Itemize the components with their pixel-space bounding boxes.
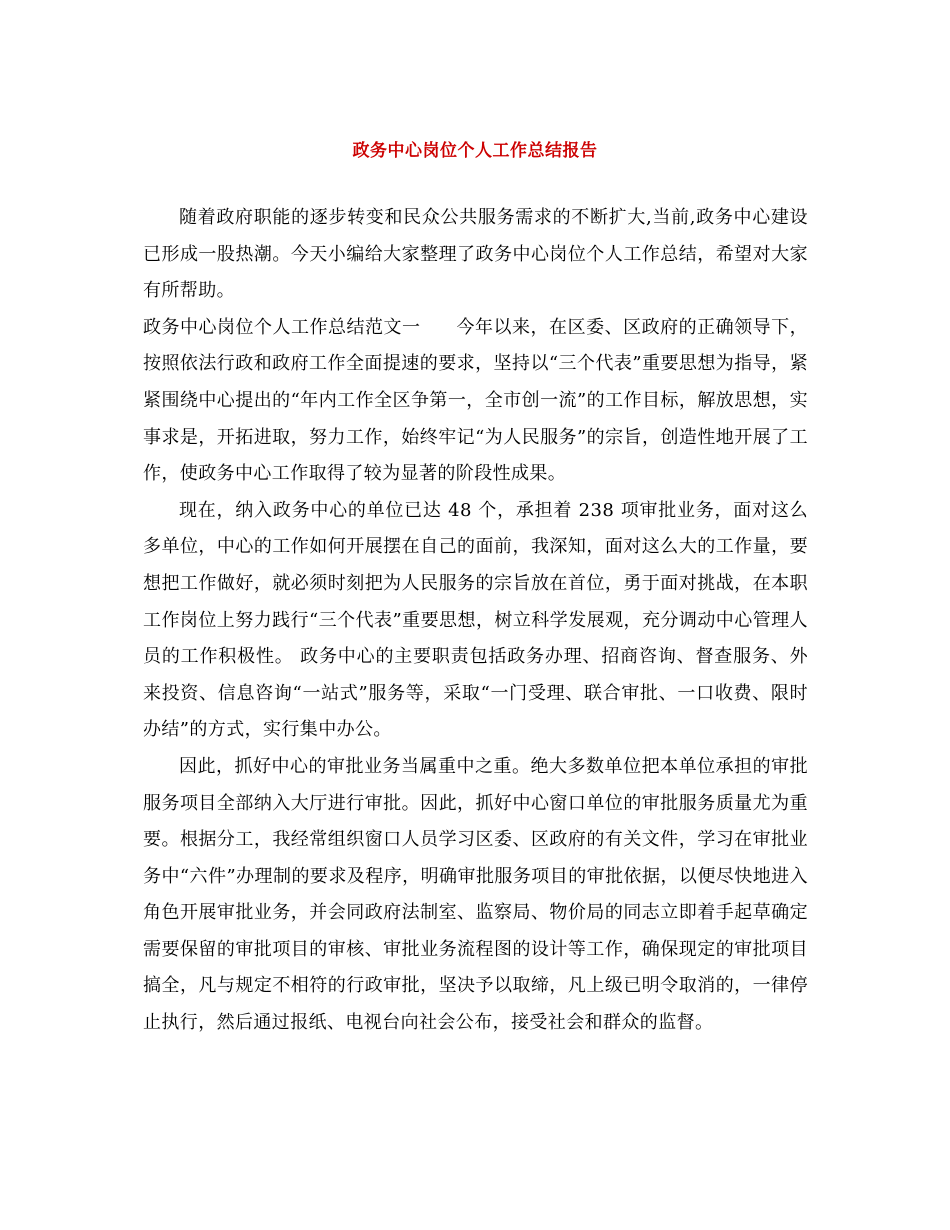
document-body [143,200,808,1042]
document-title: 政务中心岗位个人工作总结报告 [352,141,598,161]
section-first-text: 今年以来，在区委、区政府的正确领导下，按照依法行政和政府工作全面提速的要求，坚持以“三个代表”重要思想为指导，紧紧围绕中心提出的“年内工作全区争第一，全市创一流”的工作目标，解放思想，实事求是，开拓进取，努力工作，始终牢记“为人民服务”的宗旨，创造性地开展了工作，使政务中心工作取得了较为显著的阶段性成果。 [143,316,808,485]
intro-paragraph: 随着政府职能的逐步转变和民众公共服务需求的不断扩大,当前,政务中心建设已形成一股热潮。今天小编给大家整理了政务中心岗位个人工作总结，希望对大家有所帮助。 [143,207,808,302]
paragraph-3: 因此，抓好中心的审批业务当属重中之重。绝大多数单位把本单位承担的审批服务项目全部纳入大厅进行审批。因此，抓好中心窗口单位的审批服务质量尤为重要。根据分工，我经常组织窗口人员学习区委、区政府的有关文件，学习在审批业务中“六件”办理制的要求及程序，明确审批服务项目的审批依据，以便尽快地进入角色开展审批业务，并会同政府法制室、监察局、物价局的同志立即着手起草确定需要保留的审批项目的审核、审批业务流程图的设计等工作，确保现定的审批项目搞全，凡与规定不相符的行政审批，坚决予以取缔，凡上级已明令取消的，一律停止执行，然后通过报纸、电视台向社会公布，接受社会和群众的监督。 [143,755,808,1034]
paragraph-2: 现在，纳入政务中心的单位已达 48 个，承担着 238 项审批业务，面对这么多单位，中心的工作如何开展摆在自己的面前，我深知，面对这么大的工作量，要想把工作做好，就必须时刻把为人民服务的宗旨放在首位，勇于面对挑战，在本职工作岗位上努力践行“三个代表”重要思想，树立科学发展观，充分调动中心管理人员的工作积极性。 政务中心的主要职责包括政务办理、招商咨询、督查服务、外来投资、信息咨询“一站式”服务等，采取“一门受理、联合审批、一口收费、限时办结”的方式，实行集中办公。 [143,499,808,741]
section-paragraph-1 [143,310,808,493]
section-heading: 政务中心岗位个人工作总结范文一 [143,316,421,338]
